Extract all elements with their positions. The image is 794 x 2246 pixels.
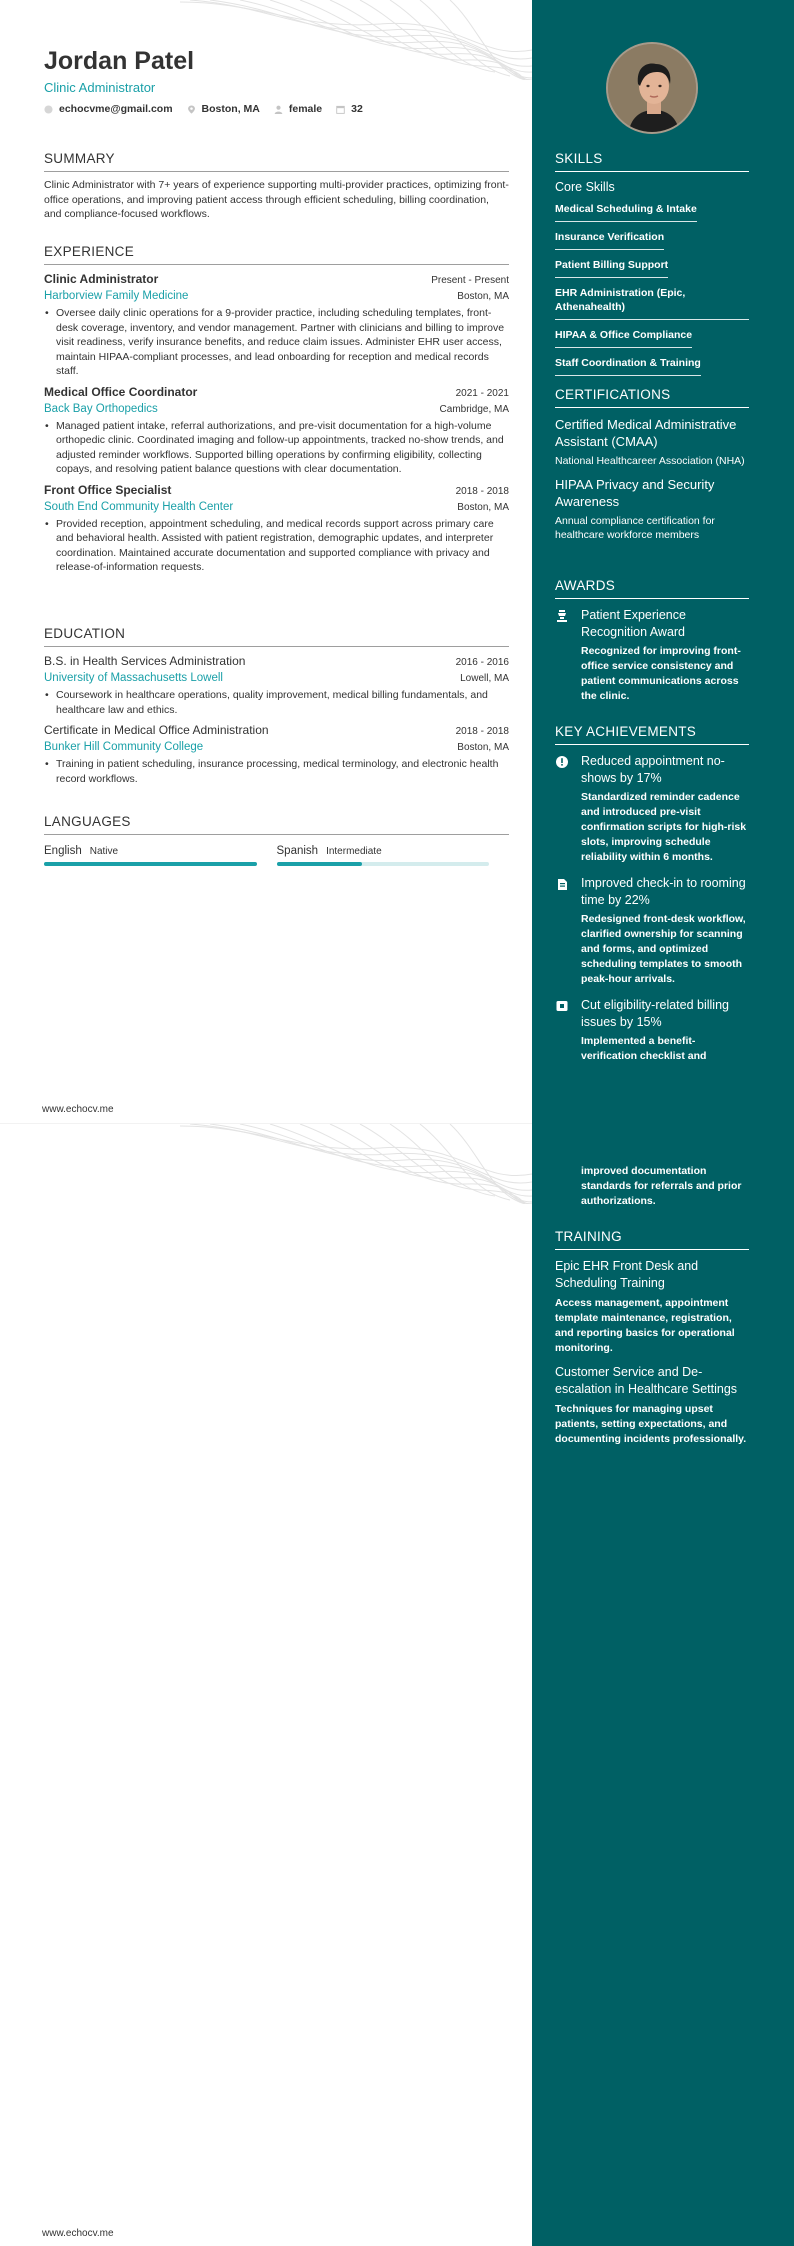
age-text: 32 <box>351 103 363 115</box>
skill-item: HIPAA & Office Compliance <box>555 323 692 348</box>
skill-item: Insurance Verification <box>555 225 664 250</box>
certification-issuer: Annual compliance certification for healthcare workforce members <box>555 515 715 541</box>
training-description: Access management, appointment template maintenance, registration, and reporting basics for operational monitoring. <box>555 1297 735 1354</box>
skills-title: SKILLS <box>555 151 749 172</box>
achievement-title: Reduced appointment no-shows by 17% <box>581 754 725 785</box>
language-name: English <box>44 845 82 857</box>
school-location: Boston, MA <box>457 742 509 753</box>
school-name: Bunker Hill Community College <box>44 741 204 753</box>
company-name: Harborview Family Medicine <box>44 290 189 302</box>
contact-email[interactable] <box>44 103 173 115</box>
contact-gender <box>274 103 322 115</box>
degree-name: B.S. in Health Services Administration <box>44 654 246 668</box>
award-item <box>555 607 749 704</box>
role-description: • Oversee daily clinic operations for a 9-provider practice, including scheduling templates, front-desk coverage, inventory, and vendor management. Partner with clinicians and billing to improve visit readiness, verify insurance benefits, and reduce claim issues. Administer EHR user access, maintain HIPAA-compliant processes, and lead onboarding for reception and medical records staff. <box>56 306 509 379</box>
location-pin-icon <box>187 105 196 114</box>
training-name: Epic EHR Front Desk and Scheduling Training <box>555 1259 699 1290</box>
achievement-item <box>555 997 749 1064</box>
degree-description: • Training in patient scheduling, insurance processing, medical terminology, and electronic health record workflows. <box>56 757 509 786</box>
company-name: South End Community Health Center <box>44 500 234 513</box>
language-name: Spanish <box>276 845 319 857</box>
language-bar-fill <box>277 862 362 866</box>
education-entry <box>44 654 509 717</box>
achievement-item <box>555 753 749 865</box>
clipboard-icon <box>555 877 569 891</box>
training-title: TRAINING <box>555 1229 749 1250</box>
header <box>44 46 509 115</box>
achievements-section <box>555 724 749 1064</box>
language-level: Intermediate <box>326 846 382 857</box>
education-title: EDUCATION <box>44 626 509 647</box>
experience-entry <box>44 385 509 477</box>
skill-item: Medical Scheduling & Intake <box>555 197 697 222</box>
role-dates: 2021 - 2021 <box>455 387 509 399</box>
email-text: echocvme@gmail.com <box>59 103 173 115</box>
role-title: Medical Office Coordinator <box>44 384 198 399</box>
language-bar <box>277 862 490 866</box>
company-location: Boston, MA <box>457 501 509 513</box>
languages-title: LANGUAGES <box>44 814 509 835</box>
person-icon <box>274 105 283 114</box>
calendar-icon <box>336 105 345 114</box>
contact-list <box>44 103 509 115</box>
achievement-item <box>555 875 749 987</box>
skill-item: Staff Coordination & Training <box>555 351 701 376</box>
school-name: University of Massachusetts Lowell <box>44 672 223 684</box>
achievement-title: Improved check-in to rooming time by 22% <box>581 876 746 907</box>
achievement-description: Implemented a benefit-verification checklist and <box>581 1035 707 1062</box>
school-location: Lowell, MA <box>460 673 509 684</box>
role-title: Front Office Specialist <box>44 482 172 497</box>
summary-title: SUMMARY <box>44 151 509 172</box>
certification-name: Certified Medical Administrative Assistant (CMAA) <box>555 417 737 449</box>
language-item <box>44 841 257 866</box>
company-location: Cambridge, MA <box>439 403 509 415</box>
degree-name: Certificate in Medical Office Administration <box>44 723 269 737</box>
profile-photo <box>606 42 698 134</box>
language-item <box>277 841 490 866</box>
footer-url[interactable]: www.echocv.me <box>42 1104 114 1115</box>
training-name: Customer Service and De-escalation in Healthcare Settings <box>555 1365 738 1396</box>
summary-section <box>44 151 509 222</box>
language-level: Native <box>89 846 119 857</box>
location-text: Boston, MA <box>201 103 260 115</box>
award-description: Recognized for improving front-office service consistency and patient communications across the clinic. <box>581 645 741 702</box>
company-location: Boston, MA <box>457 291 509 302</box>
awards-section <box>555 578 749 704</box>
training-description: Techniques for managing upset patients, setting expectations, and documenting incidents professionally. <box>555 1403 747 1445</box>
language-bar-fill <box>44 862 257 866</box>
experience-title: EXPERIENCE <box>44 244 509 265</box>
experience-section <box>44 244 509 575</box>
contact-age <box>336 103 363 115</box>
certifications-title: CERTIFICATIONS <box>555 387 749 408</box>
language-bar <box>44 862 257 866</box>
job-title: Clinic Administrator <box>44 80 156 95</box>
achievement-title: Cut eligibility-related billing issues by 15% <box>581 998 729 1029</box>
decorative-waves <box>180 1124 532 1204</box>
achievement-description-continued: improved documentation standards for referrals and prior authorizations. <box>581 1165 742 1207</box>
degree-dates: 2016 - 2016 <box>455 657 509 668</box>
languages-section <box>44 814 509 866</box>
degree-dates: 2018 - 2018 <box>455 726 509 737</box>
at-icon <box>44 105 53 114</box>
award-title: Patient Experience Recognition Award <box>581 608 686 639</box>
contact-location <box>187 103 260 115</box>
company-name: Back Bay Orthopedics <box>44 402 158 415</box>
role-description: • Managed patient intake, referral authorizations, and pre-visit documentation for a high-volume orthopedic clinic. Coordinated imaging and follow-up appointments, tracked no-show trends, and adjusted reminder workflows. Supported billing operations by confirming eligibility, collecting copays, and resolving patient balance questions with clear documentation. <box>56 419 509 477</box>
achievement-continuation <box>581 1164 749 1209</box>
achievement-description: Standardized reminder cadence and introduced pre-visit confirmation scripts for high-risk slots, improving schedule reliability within 6 months. <box>581 791 747 863</box>
degree-description: • Coursework in healthcare operations, quality improvement, medical billing fundamentals, and healthcare law and ethics. <box>56 688 509 717</box>
training-section <box>555 1229 749 1447</box>
summary-text: Clinic Administrator with 7+ years of experience supporting multi-provider practices, optimizing front-office operations, and improving patient access through efficient scheduling, billing coordination, and compliance-focused workflows. <box>44 179 509 220</box>
experience-entry <box>44 483 509 575</box>
education-entry <box>44 723 509 786</box>
role-dates: 2018 - 2018 <box>455 485 509 497</box>
certification-issuer: National Healthcareer Association (NHA) <box>555 455 745 467</box>
role-dates: Present - Present <box>431 275 509 286</box>
achievements-title: KEY ACHIEVEMENTS <box>555 724 749 745</box>
alert-circle-icon <box>555 755 569 769</box>
role-description: • Provided reception, appointment scheduling, and medical records support across primary care and behavioral health. Assisted with patient registration, demographic updates, and interpreter coordination. Maintained accurate documentation and supported compliance with privacy and release-of-information requests. <box>56 517 509 575</box>
experience-entry <box>44 272 509 379</box>
avatar-icon <box>608 44 698 134</box>
role-title: Clinic Administrator <box>44 272 159 286</box>
billing-icon <box>555 999 569 1013</box>
skills-group-name: Core Skills <box>555 180 615 194</box>
awards-title: AWARDS <box>555 578 749 599</box>
gender-text: female <box>288 103 323 115</box>
skill-item: EHR Administration (Epic, Athenahealth) <box>555 281 749 320</box>
education-section <box>44 626 509 786</box>
skills-section <box>555 151 749 376</box>
certification-name: HIPAA Privacy and Security Awareness <box>555 477 715 509</box>
footer-url[interactable]: www.echocv.me <box>42 2228 114 2239</box>
achievement-description: Redesigned front-desk workflow, clarified ownership for scanning and forms, and optimized scheduling templates to smooth peak-hour arrivals. <box>581 913 746 985</box>
candidate-name: Jordan Patel <box>44 47 195 75</box>
skill-item: Patient Billing Support <box>555 253 668 278</box>
certifications-section <box>555 387 749 542</box>
trophy-icon <box>555 609 569 623</box>
